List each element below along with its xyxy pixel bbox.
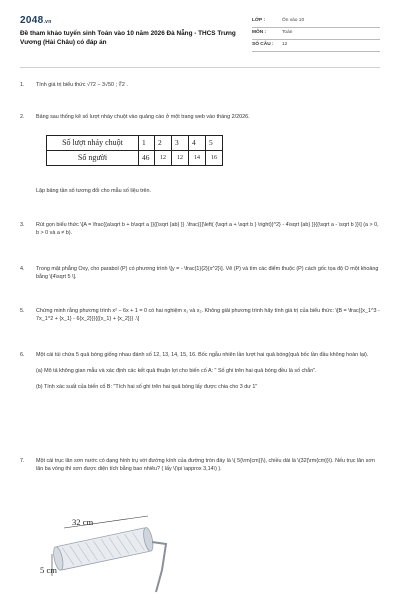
question-6-part-a: (a) Mô tả không gian mẫu và xác định các kết quả thuận lợi cho biến cố A: " Số ghi trên hai quả bóng đều là số chẵn". xyxy=(36,367,317,374)
paint-roller-icon xyxy=(44,512,184,594)
meta-row-subject: MÔN : Toán xyxy=(252,28,380,40)
question-1: 1. Tính giá trị biểu thức √72 − 3√50 ; ∜2 . xyxy=(20,82,128,88)
meta-table xyxy=(252,16,380,52)
length-label: 32 cm xyxy=(72,517,94,527)
question-2-followup: Lập bảng tần số tương đối cho mẫu số liệu trên. xyxy=(36,188,152,194)
site-logo[interactable]: 2048.vn xyxy=(20,15,52,26)
question-6-text: Một cái túi chứa 5 quả bóng giống nhau đánh số 12, 13, 14, 15, 16. Bốc ngẫu nhiên lần lượt hai quả bóng(quả bốc lần đầu không hoàn lại). xyxy=(36,352,369,358)
question-4: 4. Trong mặt phẳng Oxy, cho parabol (P) có phương trình \[y = - \frac{1}{2}{x^2}\]. Vẽ (P) và tìm các điểm thuộc (P) cách gốc tọa độ O một khoảng bằng \[4\sqrt 5 \]. xyxy=(20,266,379,280)
question-3: 3. Rút gọn biểu thức \[A = \frac{{a\sqrt b + b\sqrt a }}{{\sqrt {ab} }} .\frac{{{\left( {\sqrt a + \sqrt b } \right)}^2} - 4\sqrt {ab} }}{{\sqrt a - \sqrt b }}\] (a > 0, b > 0 và a ≠ b). xyxy=(20,222,379,236)
table-row: Số người 46 12 12 14 16 xyxy=(47,151,223,166)
question-6-part-b: (b) Tính xác suất của biến cố B: "Tích hai số ghi trên hai quả bóng lấy được chia cho 3 dư 1" xyxy=(36,383,258,390)
paint-roller-figure xyxy=(40,512,184,594)
diameter-label: 5 cm xyxy=(40,565,57,575)
question-6: 6. Một cái túi chứa 5 quả bóng giống nhau đánh số 12, 13, 14, 15, 16. Bốc ngẫu nhiên lần lượt hai quả bóng(quả bốc lần đầu không hoàn lại). (a) Mô tả không gian mẫu và xác định các kết quả thuận lợi cho biến cố A: " Số ghi trên hai quả bóng đều là số chẵn". (b) Tính xác suất của biến cố B: "Tích hai số ghi trên hai quả bóng lấy được chia cho 3 dư 1" xyxy=(20,352,380,395)
meta-row-class: LỚP : Ôn vào 10 xyxy=(252,16,380,28)
question-7: 7. Một cái trục lăn sơn nước có dạng hình trụ với đường kính của đường tròn đáy là \( 5{\rm{cm}}\), chiều dài là \(32{\rm{cm}}\). Nếu trục lăn sơn lăn ba vòng thì sơn được diện tích bằng bao nhiêu? ( lấy \(\pi \approx 3,14\) ). xyxy=(20,458,375,472)
document-title: Đề tham khảo tuyển sinh Toán vào 10 năm 2026 Đà Nẵng - THCS Trưng Vương (Hải Châu) có đáp án xyxy=(20,30,236,46)
question-2: 2. Bảng sau thống kê số lượt nháy chuột vào quảng cáo ở một trang web vào tháng 2/2026. xyxy=(20,114,380,126)
meta-row-count: SỐ CÂU : 12 xyxy=(252,40,380,52)
table-row: Số lượt nháy chuột 1 2 3 4 5 xyxy=(47,136,223,151)
question-5: 5. Chứng minh rằng phương trình x² − 6x + 1 = 0 có hai nghiệm x₁ và x₂. Không giải phương trình hãy tính giá trị của biểu thức: \[B = \frac{{x_1^3 - 7x_1^2 + {x_1} - 6{x_2}}}{{{x_1} + {x_2}}} .\] xyxy=(20,308,380,322)
frequency-table-wrap xyxy=(22,131,223,166)
header-divider xyxy=(20,67,380,68)
document-header xyxy=(20,14,380,60)
frequency-table xyxy=(46,135,223,166)
question-2-text: Bảng sau thống kê số lượt nháy chuột vào quảng cáo ở một trang web vào tháng 2/2026. xyxy=(36,114,250,120)
